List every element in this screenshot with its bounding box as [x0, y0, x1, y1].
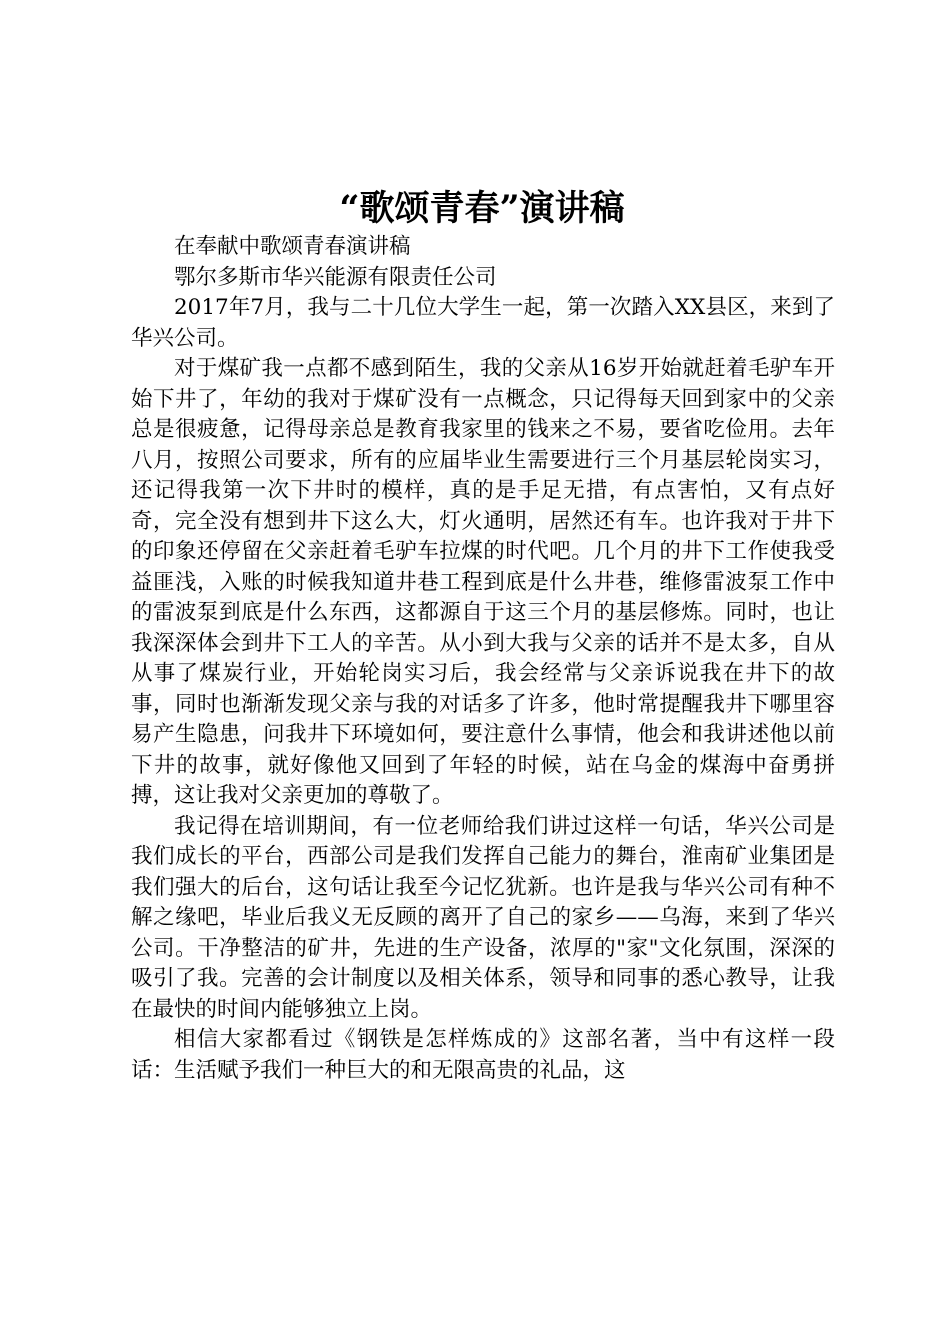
- document-body: [131, 232, 835, 1086]
- body-paragraph: 相信大家都看过《钢铁是怎样炼成的》这部名著，当中有这样一段话：生活赋予我们一种巨大的和无限高贵的礼品，这: [131, 1027, 835, 1083]
- body-paragraph: 2017年7月，我与二十几位大学生一起，第一次踏入XX县区，来到了华兴公司。: [131, 295, 835, 351]
- body-paragraph: 我记得在培训期间，有一位老师给我们讲过这样一句话，华兴公司是我们成长的平台，西部公司是我们发挥自己能力的舞台，淮南矿业集团是我们强大的后台，这句话让我至今记忆犹新。也许是我与华兴公司有种不解之缘吧，毕业后我义无反顾的离开了自己的家乡——乌海，来到了华兴公司。干净整洁的矿井，先进的生产设备，浓厚的"家"文化氛围，深深的吸引了我。完善的会计制度以及相关体系，领导和同事的悉心教导，让我在最快的时间内能够独立上岗。: [131, 813, 835, 1022]
- subtitle-paragraph: 在奉献中歌颂青春演讲稿: [174, 234, 411, 259]
- body-paragraph: 对于煤矿我一点都不感到陌生，我的父亲从16岁开始就赶着毛驴车开始下井了，年幼的我对于煤矿没有一点概念，只记得每天回到家中的父亲总是很疲惫，记得母亲总是教育我家里的钱来之不易，要省吃俭用。去年八月，按照公司要求，所有的应届毕业生需要进行三个月基层轮岗实习，还记得我第一次下井时的模样，真的是手足无措，有点害怕，又有点好奇，完全没有想到井下这么大，灯火通明，居然还有车。也许我对于井下的印象还停留在父亲赶着毛驴车拉煤的时代吧。几个月的井下工作使我受益匪浅，入账的时候我知道井巷工程到底是什么井巷，维修雷波泵工作中的雷波泵到底是什么东西，这都源自于这三个月的基层修炼。同时，也让我深深体会到井下工人的辛苦。从小到大我与父亲的话并不是太多，自从从事了煤炭行业，开始轮岗实习后，我会经常与父亲诉说我在井下的故事，同时也渐渐发现父亲与我的对话多了许多，他时常提醒我井下哪里容易产生隐患，问我井下环境如何，要注意什么事情，他会和我讲述他以前下井的故事，就好像他又回到了年轻的时候，站在乌金的煤海中奋勇拼搏，这让我对父亲更加的尊敬了。: [131, 356, 835, 808]
- document-title: “歌颂青春”演讲稿: [339, 188, 625, 229]
- company-paragraph: 鄂尔多斯市华兴能源有限责任公司: [174, 264, 497, 290]
